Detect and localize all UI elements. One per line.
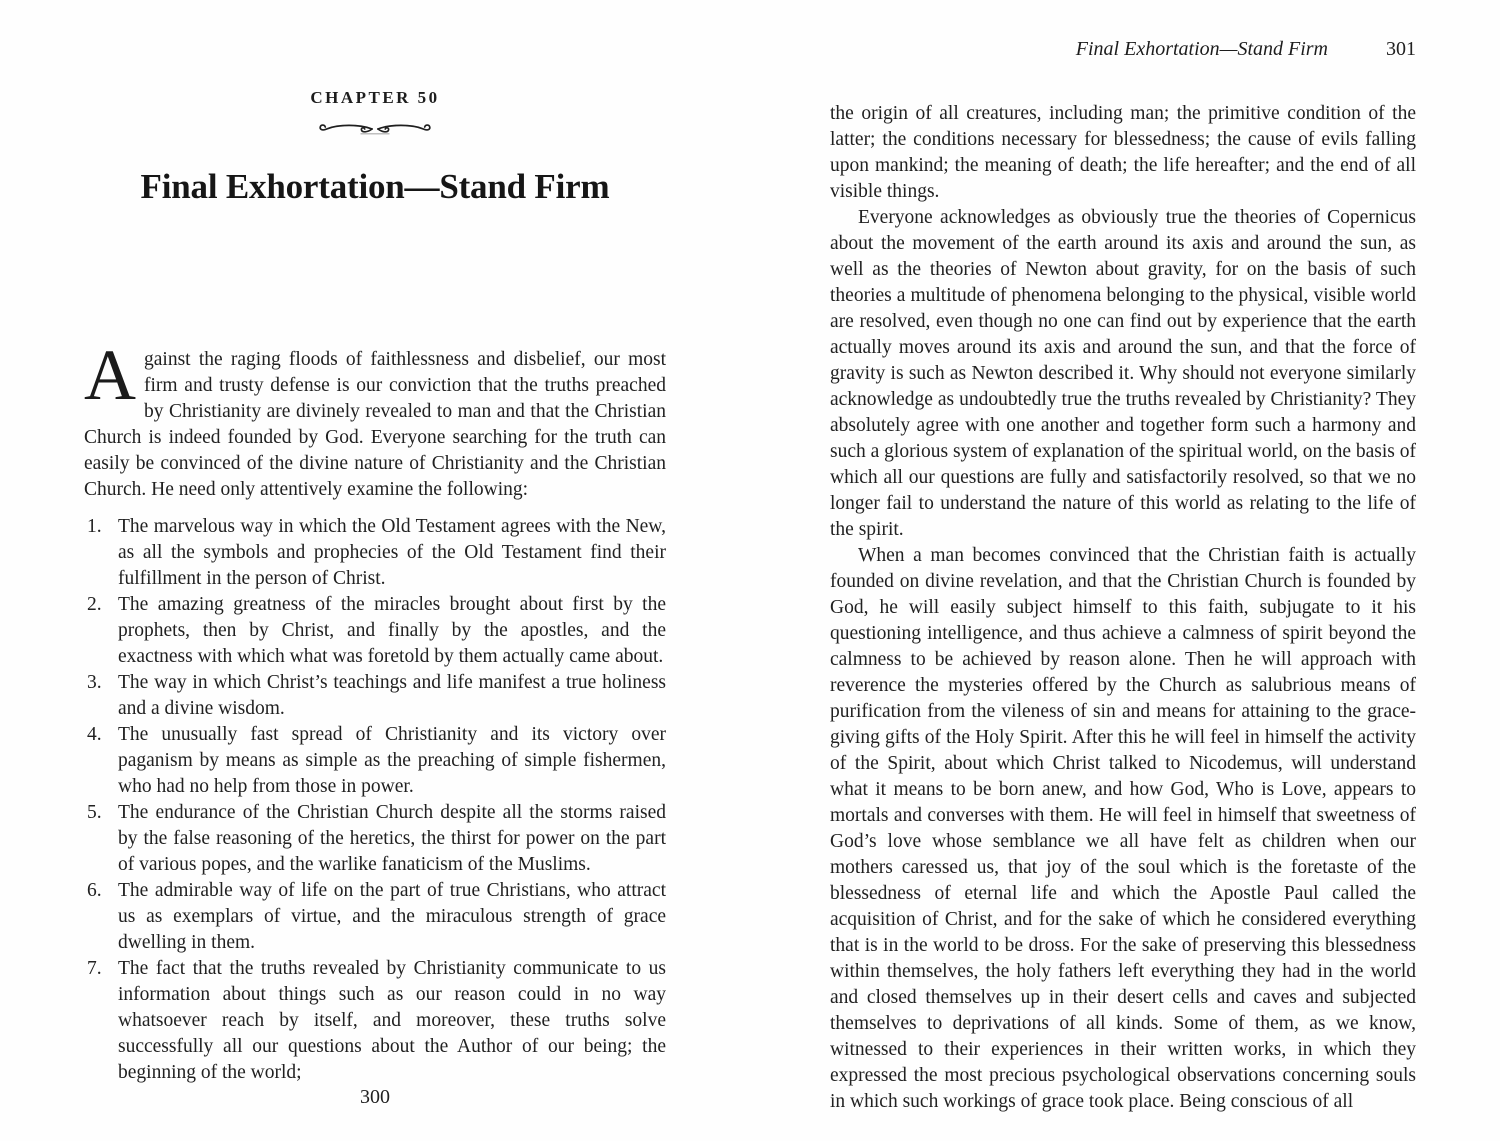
list-item-text: The fact that the truths revealed by Christianity communicate to us information about things such as our reason could in no way whatsoever reach by itself, and moreover, these truths solve successfully all our questions about the Author of our being; the beginning of the world; [118, 958, 666, 1083]
right-page [750, 0, 1500, 1141]
list-item-text: The unusually fast spread of Christianity and its victory over paganism by means as simple as the preaching of simple fishermen, who had no help from those in power. [118, 724, 666, 797]
list-item-number: 4. [87, 724, 102, 745]
body-text [830, 101, 1416, 1115]
drop-cap: A [84, 335, 136, 415]
list-item-number: 2. [87, 594, 102, 615]
chapter-title: Final Exhortation—Stand Firm [140, 167, 610, 206]
list-item-number: 5. [87, 802, 102, 823]
list-item-text: The admirable way of life on the part of true Christians, who attract us as exemplars of virtue, and the miraculous strength of grace dwelling in them. [118, 880, 666, 953]
intro-paragraph [84, 335, 666, 503]
list-item-number: 3. [87, 672, 102, 693]
numbered-list [84, 514, 666, 1086]
list-item-text: The endurance of the Christian Church despite all the storms raised by the false reasoning of the heretics, the thirst for power on the part of various popes, and the warlike fanaticism of the Muslims. [118, 802, 666, 875]
list-item-number: 7. [87, 958, 102, 979]
list-item [84, 800, 666, 878]
list-item [84, 956, 666, 1086]
list-item-number: 6. [87, 880, 102, 901]
list-item [84, 878, 666, 956]
list-item [84, 670, 666, 722]
running-head-row [830, 38, 1416, 61]
paragraph: Everyone acknowledges as obviously true the theories of Copernicus about the movement of the earth around its axis and around the sun, as well as the theories of Newton about gravity, for on the basis of such theories a multitude of phenomena belonging to the physical, visible world are resolved, even though no one can find out by experience that the earth actually moves around its axis and around the sun, and that the force of gravity is such as Newton described it. Why should not everyone similarly acknowledge as undoubtedly true the truths revealed by Christianity? They absolutely agree with one another and together form such a harmony and such a glorious system of explanation of the spiritual world, on the basis of which all our questions are fully and satisfactorily resolved, so that we no longer fail to understand the nature of this world as relating to the life of the spirit. [830, 207, 1416, 540]
list-item-text: The amazing greatness of the miracles brought about first by the prophets, then by Christ, and finally by the apostles, and the exactness with which what was foretold by them actually came about. [118, 594, 666, 667]
list-item [84, 722, 666, 800]
intro-text: gainst the raging floods of faithlessness and disbelief, our most firm and trusty defense is our conviction that the truths preached by Christianity are divinely revealed to man and that the Christian Church is indeed founded by God. Everyone searching for the truth can easily be convinced of the divine nature of Christianity and the Christian Church. He need only attentively examine the following: [84, 349, 666, 500]
list-item [84, 514, 666, 592]
right-page-number: 301 [1386, 38, 1416, 60]
running-head: Final Exhortation—Stand Firm [1075, 38, 1328, 60]
left-page-number: 300 [360, 1086, 390, 1108]
list-item-text: The marvelous way in which the Old Testament agrees with the New, as all the symbols and prophecies of the Old Testament find their fulfillment in the person of Christ. [118, 516, 666, 589]
chapter-label: CHAPTER 50 [310, 88, 440, 107]
paragraph: When a man becomes convinced that the Christian faith is actually founded on divine revelation, and that the Christian Church is founded by God, he will easily subject himself to this faith, subjugate to it his questioning intelligence, and thus achieve a calmness of spirit beyond the calmness to be achieved by reason alone. Then he will approach with reverence the mysteries offered by the Church as salubrious means of purification from the vileness of sin and means for attaining to the grace-giving gifts of the Holy Spirit. After this he will feel in himself the activity of the Spirit, about which Christ talked to Nicodemus, will understand what it means to be born anew, and how God, Who is Love, appears to mortals and converses with them. He will feel in himself that sweetness of God’s love whose semblance we all have felt as children when our mothers caressed us, that joy of the soul which is the foretaste of the blessedness of eternal life and which the Apostle Paul called the acquisition of Christ, and for the sake of which he considered everything that is in the world to be dross. For the sake of preserving this blessedness within themselves, the holy fathers left everything they had in the world and closed themselves up in their desert cells and caves and subjected themselves to deprivations of all kinds. Some of them, as we know, witnessed to their experiences in their written works, in which they expressed the most precious psychological observations concerning souls in which such workings of grace took place. Being conscious of all [830, 545, 1416, 1112]
list-item [84, 592, 666, 670]
chapter-ornament-icon [315, 121, 435, 142]
paragraph-continuation: the origin of all creatures, including man; the primitive condition of the latter; the conditions necessary for blessedness; the cause of evils falling upon mankind; the meaning of death; the life hereafter; and the end of all visible things. [830, 103, 1416, 202]
list-item-number: 1. [87, 516, 102, 537]
list-item-text: The way in which Christ’s teachings and life manifest a true holiness and a divine wisdom. [118, 672, 666, 719]
